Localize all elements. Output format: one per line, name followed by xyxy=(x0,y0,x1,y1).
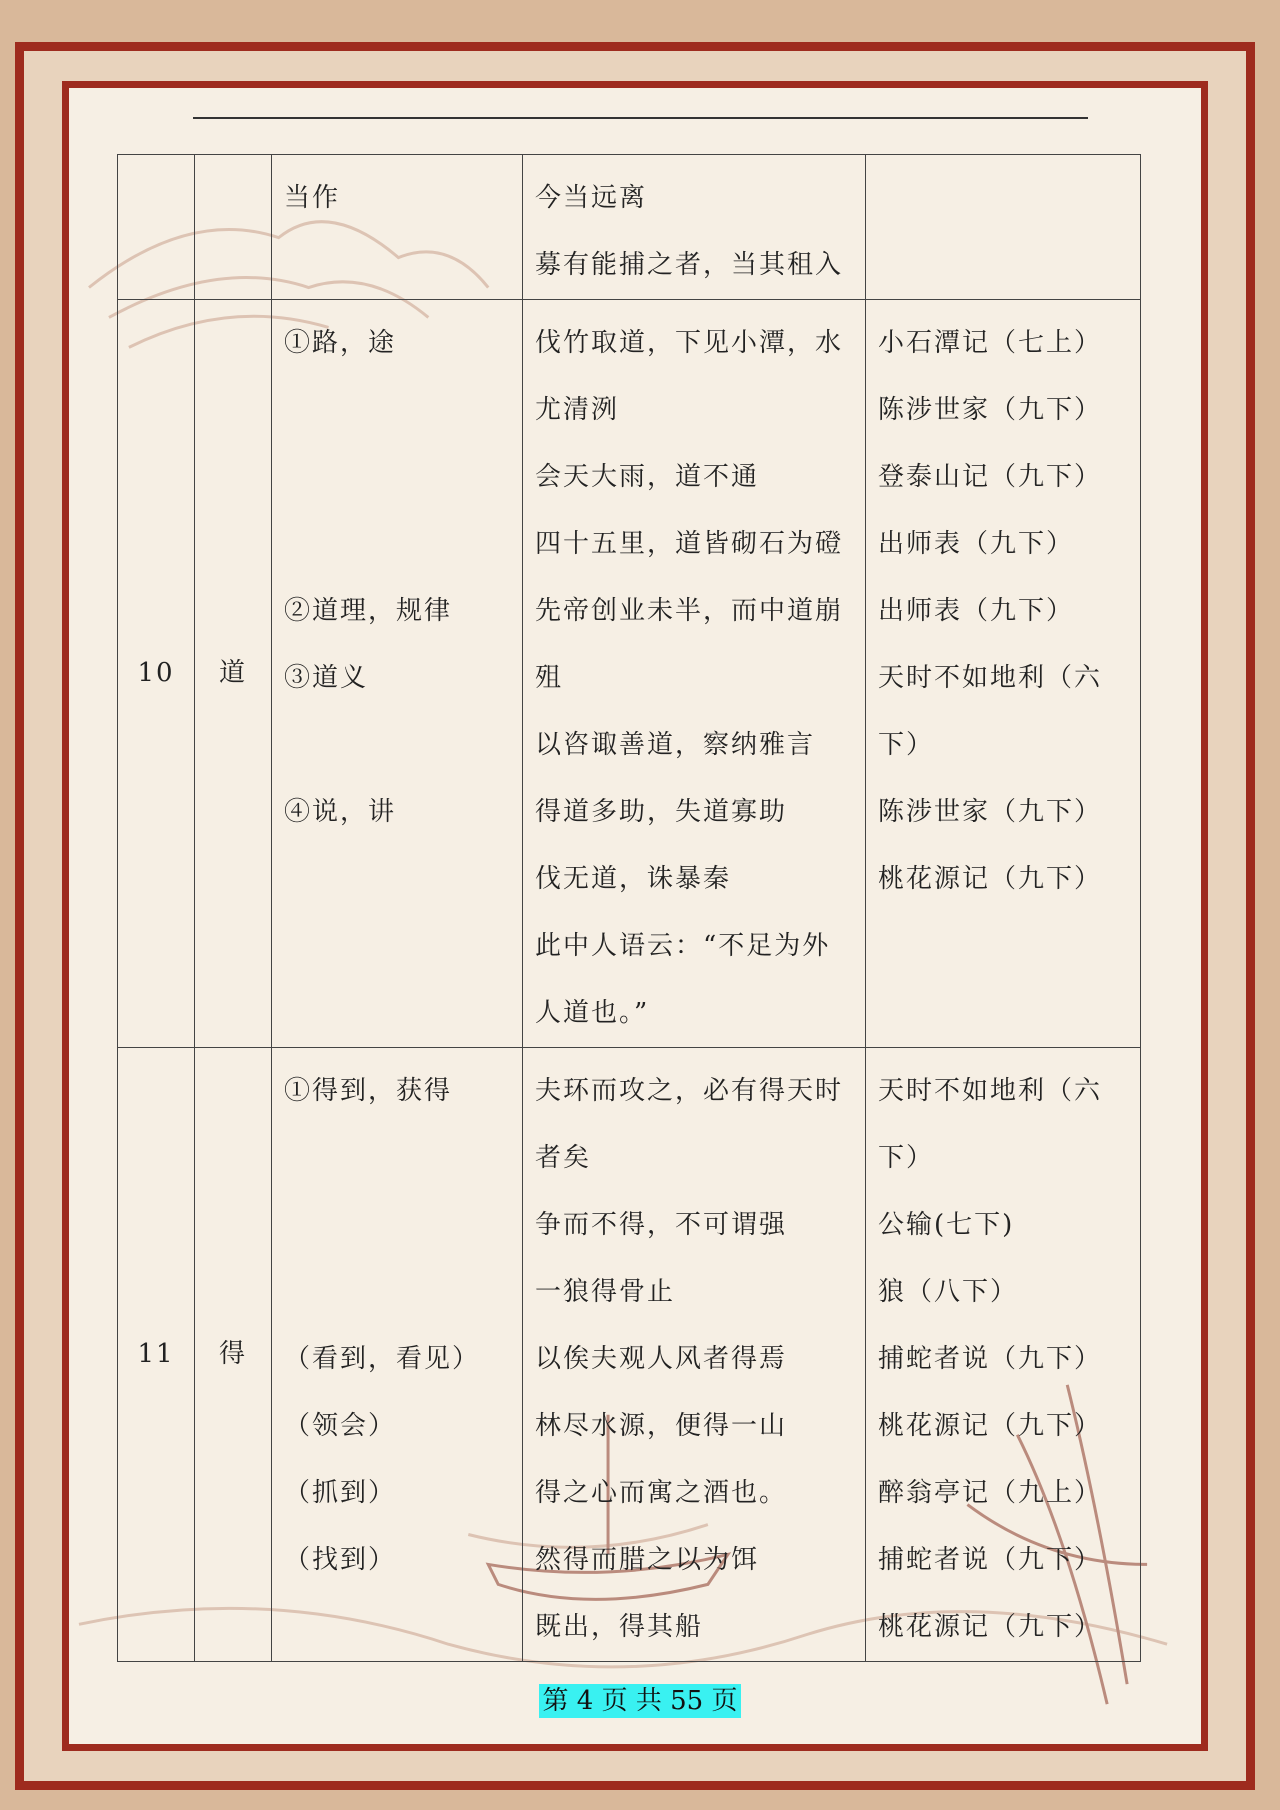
example-cell xyxy=(523,1048,866,1662)
example-line: 尤清洌 xyxy=(535,395,620,425)
entry-character: 道 xyxy=(195,300,272,1048)
vocabulary-table xyxy=(117,154,1141,1662)
meaning-line: ①得到，获得 xyxy=(284,1076,453,1106)
source-line: 桃花源记（九下） xyxy=(878,1612,1103,1642)
meaning-cell xyxy=(272,155,523,300)
source-cell xyxy=(866,300,1141,1048)
source-line: 桃花源记（九下） xyxy=(878,1411,1103,1441)
source-line: 天时不如地利（六 xyxy=(878,663,1103,693)
table-row xyxy=(118,1048,1141,1662)
example-line: 得道多助，失道寡助 xyxy=(535,797,788,827)
meaning-line xyxy=(284,444,510,511)
page-footer xyxy=(0,1680,1280,1717)
meaning-cell xyxy=(272,300,523,1048)
example-line: 先帝创业未半，而中道崩 xyxy=(535,596,844,626)
example-line: 伐竹取道，下见小潭，水 xyxy=(535,328,844,358)
source-line: 捕蛇者说（九下） xyxy=(878,1344,1103,1374)
meaning-line: ③道义 xyxy=(284,663,369,693)
example-line: 林尽水源，便得一山 xyxy=(535,1411,788,1441)
example-line: 以咨诹善道，察纳雅言 xyxy=(535,730,816,760)
entry-character xyxy=(195,155,272,300)
source-cell xyxy=(866,155,1141,300)
example-line: 此中人语云：“不足为外 xyxy=(535,931,831,961)
source-line: 捕蛇者说（九下） xyxy=(878,1545,1103,1575)
source-line: 下） xyxy=(878,1143,935,1173)
source-line xyxy=(878,232,1128,299)
entry-number xyxy=(118,155,195,300)
example-line: 既出，得其船 xyxy=(535,1612,704,1642)
source-line: 醉翁亭记（九上） xyxy=(878,1478,1103,1508)
header-rule xyxy=(193,117,1088,119)
entry-character: 得 xyxy=(195,1048,272,1662)
meaning-line: ②道理，规律 xyxy=(284,596,453,626)
example-line: 争而不得，不可谓强 xyxy=(535,1210,788,1240)
example-line: 人道也。” xyxy=(535,998,650,1028)
example-cell xyxy=(523,300,866,1048)
meaning-line: （领会） xyxy=(284,1411,397,1441)
source-line: 陈涉世家（九下） xyxy=(878,395,1103,425)
meaning-line: ④说，讲 xyxy=(284,797,397,827)
example-line: 一狼得骨止 xyxy=(535,1277,676,1307)
meaning-line xyxy=(284,1125,510,1192)
example-line: 四十五里，道皆砌石为磴 xyxy=(535,529,844,559)
example-line: 会天大雨，道不通 xyxy=(535,462,760,492)
example-line: 以俟夫观人风者得焉 xyxy=(535,1344,788,1374)
example-line: 然得而腊之以为饵 xyxy=(535,1545,760,1575)
source-line: 桃花源记（九下） xyxy=(878,864,1103,894)
meaning-line xyxy=(284,1192,510,1259)
meaning-cell xyxy=(272,1048,523,1662)
example-line: 今当远离 xyxy=(535,183,648,213)
source-line: 出师表（九下） xyxy=(878,596,1075,626)
entry-number: 10 xyxy=(118,300,195,1048)
meaning-line: （看到，看见） xyxy=(284,1344,481,1374)
source-line xyxy=(878,980,1128,1047)
source-line: 天时不如地利（六 xyxy=(878,1076,1103,1106)
source-line: 出师表（九下） xyxy=(878,529,1075,559)
table-row xyxy=(118,300,1141,1048)
page-number-label: 第 4 页 共 55 页 xyxy=(539,1684,742,1718)
meaning-line: （抓到） xyxy=(284,1478,397,1508)
meaning-line xyxy=(284,712,510,779)
example-line: 伐无道，诛暴秦 xyxy=(535,864,732,894)
example-line: 夫环而攻之，必有得天时 xyxy=(535,1076,844,1106)
example-cell xyxy=(523,155,866,300)
meaning-line xyxy=(284,511,510,578)
table-row xyxy=(118,155,1141,300)
source-cell xyxy=(866,1048,1141,1662)
meaning-line xyxy=(284,913,510,980)
source-line: 登泰山记（九下） xyxy=(878,462,1103,492)
meaning-line xyxy=(284,377,510,444)
source-line xyxy=(878,165,1128,232)
example-line: 募有能捕之者，当其租入 xyxy=(535,250,844,280)
source-line: 公输(七下) xyxy=(878,1210,1015,1240)
meaning-line: 当作 xyxy=(284,183,341,213)
meaning-line xyxy=(284,1594,510,1661)
example-line: 殂 xyxy=(535,663,564,693)
example-line: 得之心而寓之酒也。 xyxy=(535,1478,788,1508)
entry-number: 11 xyxy=(118,1048,195,1662)
source-line: 小石潭记（七上） xyxy=(878,328,1103,358)
meaning-line xyxy=(284,846,510,913)
meaning-line: ①路，途 xyxy=(284,328,397,358)
vocabulary-table-body xyxy=(118,155,1141,1662)
source-line: 下） xyxy=(878,730,935,760)
meaning-line: （找到） xyxy=(284,1545,397,1575)
source-line: 狼（八下） xyxy=(878,1277,1019,1307)
meaning-line xyxy=(284,980,510,1047)
source-line: 陈涉世家（九下） xyxy=(878,797,1103,827)
meaning-line xyxy=(284,1259,510,1326)
example-line: 者矣 xyxy=(535,1143,592,1173)
meaning-line xyxy=(284,232,510,299)
source-line xyxy=(878,913,1128,980)
